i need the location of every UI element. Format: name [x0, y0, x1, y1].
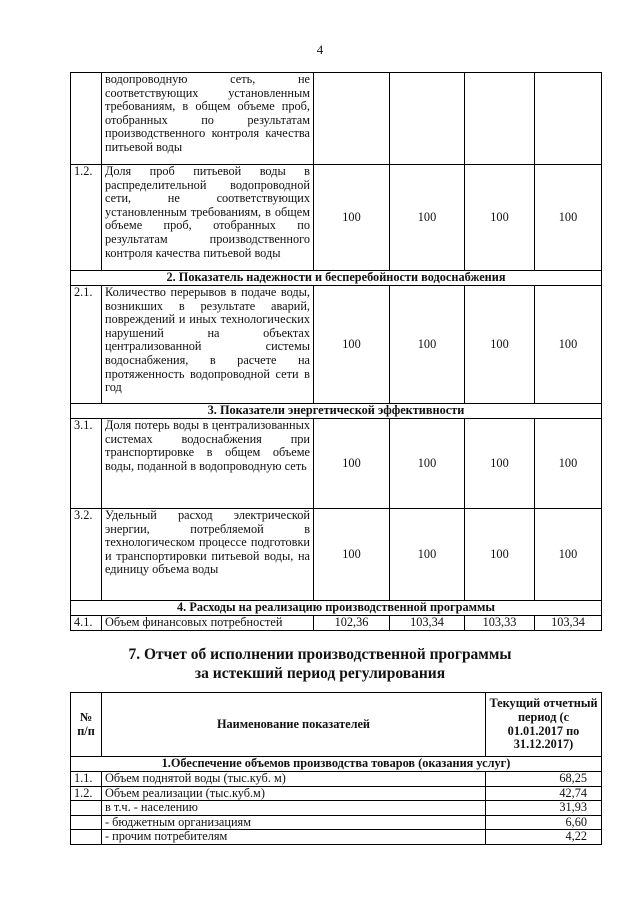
table-row	[71, 73, 602, 165]
row-number	[71, 830, 102, 845]
row-number	[71, 801, 102, 816]
section-row	[71, 757, 602, 772]
row-description: Доля проб питьевой воды в распределительной водопроводной сети, не соответствующих установленным требованиям, в общем объеме проб, отобранных по результатам производственного контроля качества питьевой воды	[102, 165, 314, 271]
report-table	[70, 692, 602, 845]
value-cell: 100	[390, 509, 465, 601]
section-row	[71, 271, 602, 286]
section-title: 4. Расходы на реализацию производственной программы	[71, 601, 602, 616]
row-number: 2.1.	[71, 286, 102, 404]
row-number: 1.2.	[71, 786, 102, 801]
table-row	[71, 830, 602, 845]
header-period: Текущий отчетный период (с 01.01.2017 по 31.12.2017)	[486, 693, 602, 757]
row-value: 6,60	[486, 815, 602, 830]
row-value: 68,25	[486, 772, 602, 787]
table-row	[71, 165, 602, 271]
value-cell: 100	[390, 419, 465, 509]
value-cell: 100	[535, 286, 602, 404]
value-cell: 103,34	[390, 616, 465, 631]
table-row	[71, 616, 602, 631]
section-title: 3. Показатели энергетической эффективности	[71, 404, 602, 419]
row-number: 1.2.	[71, 165, 102, 271]
value-cell: 100	[465, 509, 535, 601]
value-cell: 100	[314, 286, 390, 404]
value-cell: 100	[314, 509, 390, 601]
row-number: 1.1.	[71, 772, 102, 787]
header-num: № п/п	[71, 693, 102, 757]
row-name: в т.ч. - населению	[102, 801, 486, 816]
table-row	[71, 772, 602, 787]
row-description: Удельный расход электрической энергии, потребляемой в технологическом процессе подготовки и транспортировки питьевой воды, на единицу объема воды	[102, 509, 314, 601]
row-value: 42,74	[486, 786, 602, 801]
value-cell: 100	[535, 165, 602, 271]
page-number: 4	[316, 42, 324, 57]
row-description: Объем финансовых потребностей	[102, 616, 314, 631]
value-cell: 100	[314, 419, 390, 509]
table-row	[71, 419, 602, 509]
section-row	[71, 601, 602, 616]
row-name: Объем поднятой воды (тыс.куб. м)	[102, 772, 486, 787]
row-number	[71, 815, 102, 830]
header-name: Наименование показателей	[102, 693, 486, 757]
row-name: Объем реализации (тыс.куб.м)	[102, 786, 486, 801]
value-cell: 103,34	[535, 616, 602, 631]
section-title: 1.Обеспечение объемов производства товаров (оказания услуг)	[71, 757, 602, 772]
report-heading-line2: за истекший период регулирования	[194, 665, 446, 682]
value-cell: 100	[314, 165, 390, 271]
table-row	[71, 786, 602, 801]
value-cell: 100	[390, 286, 465, 404]
report-heading-line1: 7. Отчет об исполнении производственной программы	[128, 646, 512, 663]
row-number: 3.1.	[71, 419, 102, 509]
value-cell: 100	[390, 165, 465, 271]
section-row	[71, 404, 602, 419]
row-description: Количество перерывов в подаче воды, возникших в результате аварий, повреждений и иных технологических нарушений на объектах централизованной системы водоснабжения, в расчете на протяженность водопроводной сети в год	[102, 286, 314, 404]
indicators-table	[70, 72, 602, 631]
value-cell: 102,36	[314, 616, 390, 631]
section-title: 2. Показатель надежности и бесперебойности водоснабжения	[71, 271, 602, 286]
header-row	[71, 693, 602, 757]
row-value: 31,93	[486, 801, 602, 816]
row-value: 4,22	[486, 830, 602, 845]
value-cell: 103,33	[465, 616, 535, 631]
table-row	[71, 801, 602, 816]
row-description: Доля потерь воды в централизованных системах водоснабжения при транспортировке в общем объеме воды, поданной в водопроводную сеть	[102, 419, 314, 509]
value-cell: 100	[465, 419, 535, 509]
value-cell: 100	[465, 165, 535, 271]
value-cell: 100	[535, 509, 602, 601]
row-number: 3.2.	[71, 509, 102, 601]
value-cell: 100	[535, 419, 602, 509]
row-name: - прочим потребителям	[102, 830, 486, 845]
row-number: 4.1.	[71, 616, 102, 631]
table-row	[71, 286, 602, 404]
row-name: - бюджетным организациям	[102, 815, 486, 830]
value-cell: 100	[465, 286, 535, 404]
table-row	[71, 815, 602, 830]
table-row	[71, 509, 602, 601]
row-description: водопроводную сеть, не соответствующих установленным требованиям, в общем объеме проб, отобранных по результатам производственного контроля качества питьевой воды	[102, 73, 314, 165]
